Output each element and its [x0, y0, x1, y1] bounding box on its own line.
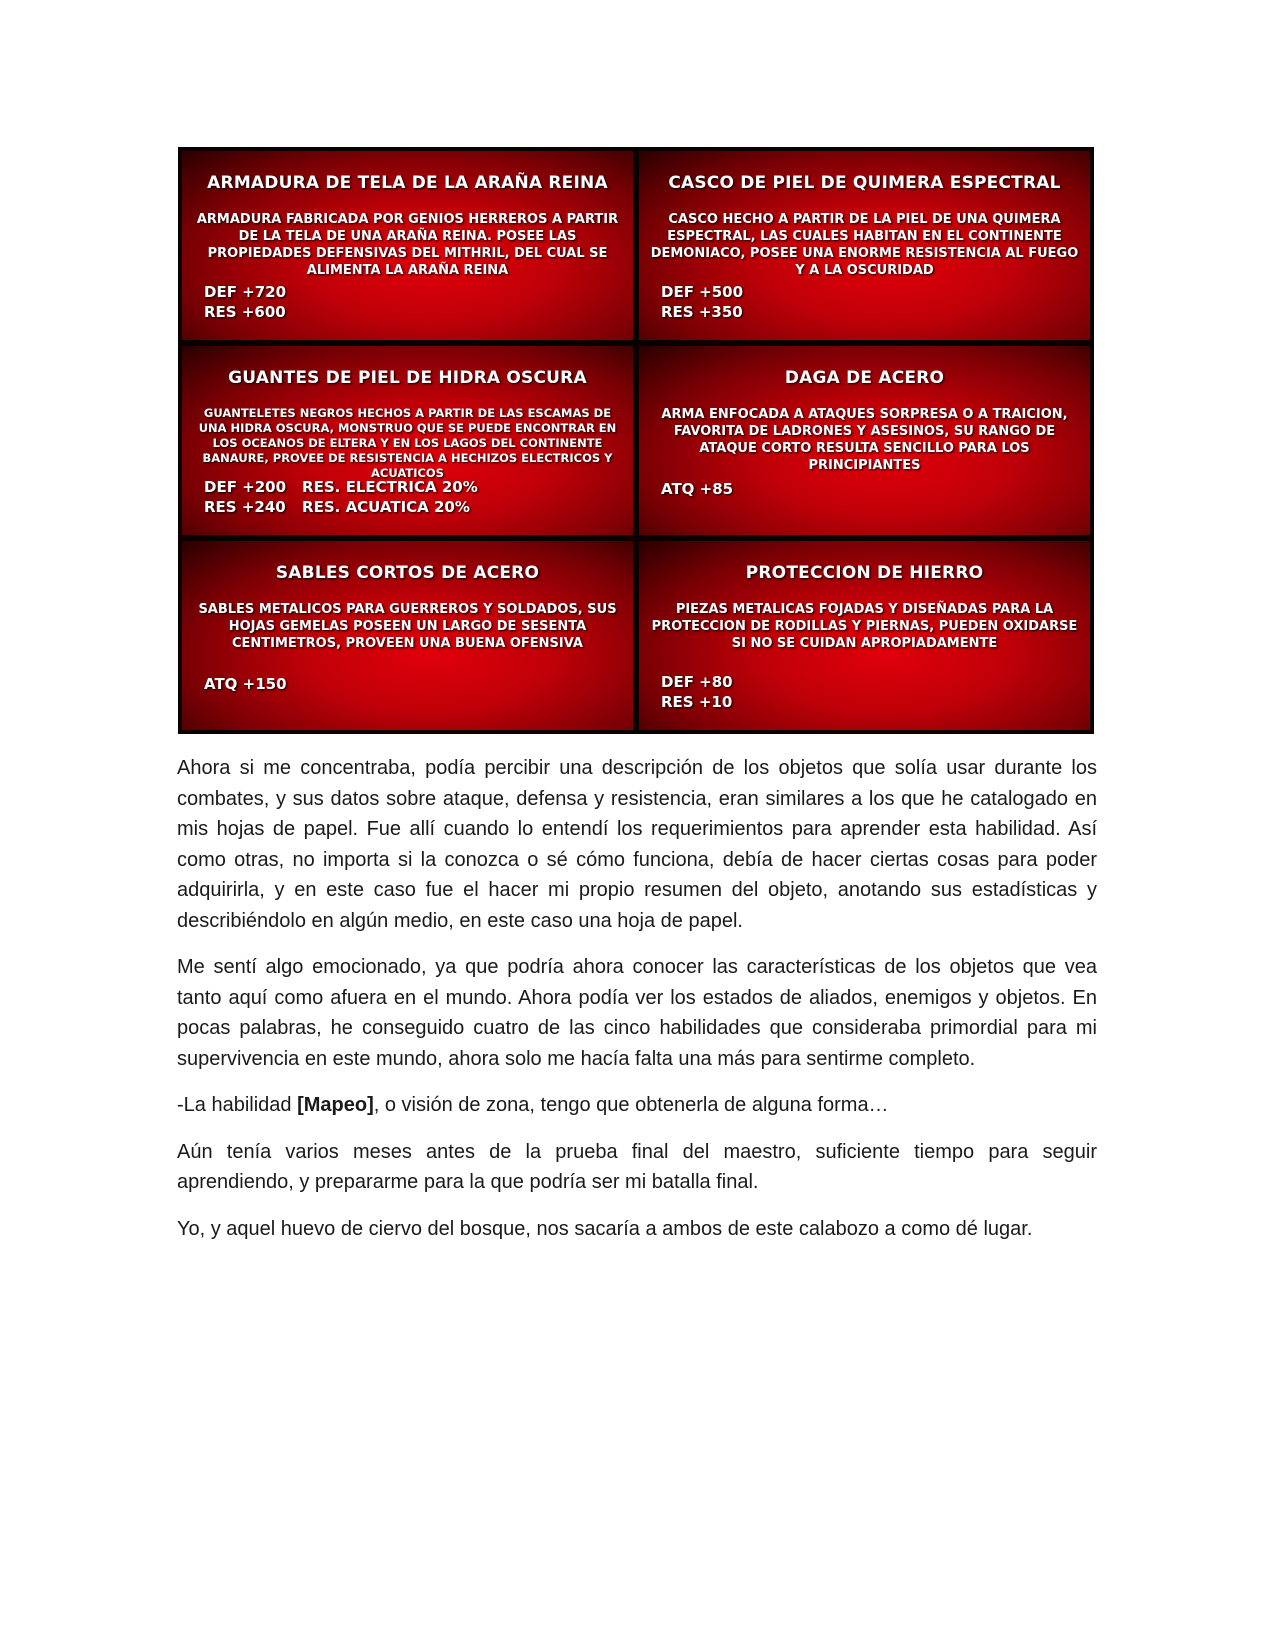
item-card-chimera-helmet — [639, 151, 1090, 340]
stat-def: DEF +500 — [661, 283, 744, 301]
stat-res: RES +10 — [661, 693, 733, 711]
item-description: ARMA ENFOCADA A ATAQUES SORPRESA O A TRAICION, FAVORITA DE LADRONES Y ASESINOS, SU RANGO DE ATAQUE CORTO RESULTA SENCILLO PARA LOS PRINCIPIANTES — [661, 407, 1068, 473]
item-title: GUANTES DE PIEL DE HIDRA OSCURA — [228, 368, 587, 388]
paragraph: Me sentí algo emocionado, ya que podría ahora conocer las características de los objetos que vea tanto aquí como afuera en el mundo. Ahora podía ver los estados de aliados, enemigos y objetos. En pocas palabras, he conseguido cuatro de las cinco habilidades que consideraba primordial para mi supervivencia en este mundo, ahora solo me hacía falta una más para sentirme completo. — [177, 956, 1097, 1070]
dialogue-start: -La habilidad — [177, 1094, 298, 1116]
paragraph: Yo, y aquel huevo de ciervo del bosque, nos sacaría a ambos de este calabozo a como dé lugar. — [177, 1217, 1033, 1240]
item-stats — [204, 477, 478, 517]
stat-res: RES +350 — [661, 303, 743, 321]
dialogue-end: , o visión de zona, tengo que obtenerla de alguna forma… — [373, 1094, 889, 1116]
stat-def: DEF +200 — [204, 478, 287, 496]
item-stats — [661, 282, 743, 322]
item-description: PIEZAS METALICAS FOJADAS Y DISEÑADAS PARA LA PROTECCION DE RODILLAS Y PIERNAS, PUEDEN OXIDARSE SI NO SE CUIDAN APROPIADAMENTE — [651, 602, 1078, 651]
paragraph: Ahora si me concentraba, podía percibir una descripción de los objetos que solía usar durante los combates, y sus datos sobre ataque, defensa y resistencia, eran similares a los que he catalogado en mis hojas de papel. Fue allí cuando lo entendí los requerimientos para aprender esta habilidad. Así como otras, no importa si la conozca o sé cómo funciona, debía de hacer ciertas cosas para poder adquirirla, y en este caso fue el hacer mi propio resumen del objeto, anotando sus estadísticas y describiéndolo en algún medio, en este caso una hoja de papel. — [177, 757, 1097, 932]
item-stats — [661, 479, 733, 499]
item-stats-image — [178, 147, 1094, 734]
item-card-hydra-gloves — [182, 346, 633, 535]
item-description: ARMADURA FABRICADA POR GENIOS HERREROS A PARTIR DE LA TELA DE UNA ARAÑA REINA. POSEE LAS PROPIEDADES DEFENSIVAS DEL MITHRIL, DEL CUAL SE ALIMENTA LA ARAÑA REINA — [196, 212, 619, 278]
paragraph: Aún tenía varios meses antes de la prueba final del maestro, suficiente tiempo para seguir aprendiendo, y prepararme para la que podría ser mi batalla final. — [177, 1140, 1097, 1193]
stat-res-aquatic: RES. ACUATICA 20% — [302, 498, 470, 516]
stat-atq: ATQ +150 — [204, 675, 287, 693]
stat-res: RES +240 — [204, 498, 286, 516]
item-stats — [661, 672, 733, 712]
stat-def: DEF +80 — [661, 673, 733, 691]
item-description: GUANTELETES NEGROS HECHOS A PARTIR DE LAS ESCAMAS DE UNA HIDRA OSCURA, MONSTRUO QUE SE PUEDE ENCONTRAR EN LOS OCEANOS DE ELTERA Y EN LOS LAGOS DEL CONTINENTE BANAURE, PROVEE DE RESISTENCIA A HECHIZOS ELECTRICOS Y ACUATICOS — [198, 406, 617, 480]
item-card-steel-dagger — [639, 346, 1090, 535]
item-description: SABLES METALICOS PARA GUERREROS Y SOLDADOS, SUS HOJAS GEMELAS POSEEN UN LARGO DE SESENTA CENTIMETROS, PROVEEN UNA BUENA OFENSIVA — [198, 602, 617, 651]
item-stats — [204, 674, 287, 694]
stat-res-electric: RES. ELECTRICA 20% — [302, 478, 478, 496]
item-card-spider-armor — [182, 151, 633, 340]
stat-res: RES +600 — [204, 303, 286, 321]
item-card-steel-sabers — [182, 541, 633, 730]
dialogue-paragraph — [177, 1090, 1097, 1121]
item-title: PROTECCION DE HIERRO — [745, 563, 984, 583]
item-title: DAGA DE ACERO — [784, 368, 945, 388]
item-description: CASCO HECHO A PARTIR DE LA PIEL DE UNA QUIMERA ESPECTRAL, LAS CUALES HABITAN EN EL CONTINENTE DEMONIACO, POSEE UNA ENORME RESISTENCIA AL FUEGO Y A LA OSCURIDAD — [650, 212, 1079, 278]
stat-def: DEF +720 — [204, 283, 287, 301]
skill-name: [Mapeo] — [297, 1094, 374, 1116]
item-title: CASCO DE PIEL DE QUIMERA ESPECTRAL — [668, 173, 1061, 193]
stat-atq: ATQ +85 — [661, 480, 734, 498]
item-card-iron-protection — [639, 541, 1090, 730]
item-stats — [204, 282, 286, 322]
item-title: SABLES CORTOS DE ACERO — [275, 563, 540, 583]
body-text — [177, 753, 1097, 1260]
item-title: ARMADURA DE TELA DE LA ARAÑA REINA — [207, 173, 608, 193]
